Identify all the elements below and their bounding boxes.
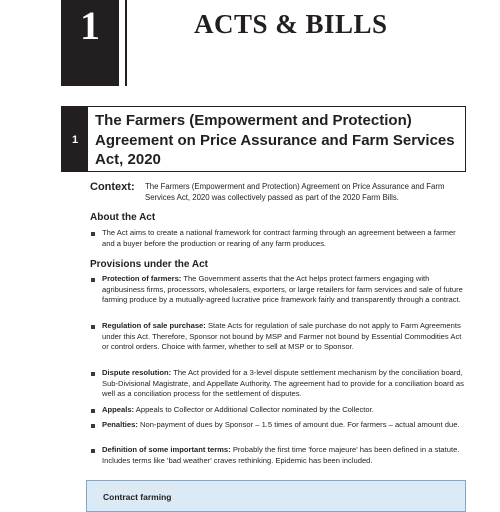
list-item <box>90 420 467 431</box>
list-item <box>90 368 467 400</box>
bullet-term: Protection of farmers: <box>102 274 182 283</box>
bullet-square-icon <box>91 278 95 282</box>
bullet-square-icon <box>91 424 95 428</box>
bullet-text: Appeals to Collector or Additional Collector nominated by the Collector. <box>135 405 374 414</box>
chapter-number-box <box>61 0 119 86</box>
contract-farming-callout <box>86 480 466 512</box>
list-item <box>90 274 467 306</box>
bullet-term: Dispute resolution: <box>102 368 172 377</box>
topic-number-box <box>62 107 88 171</box>
bullet-term: Penalties: <box>102 420 138 429</box>
about-heading: About the Act <box>90 212 156 223</box>
bullet-square-icon <box>91 409 95 413</box>
topic-number: 1 <box>71 134 79 146</box>
topic-header <box>61 106 466 172</box>
bullet-square-icon <box>91 325 95 329</box>
topic-title: The Farmers (Empowerment and Protection) Agreement on Price Assurance and Farm Services Act, 2020 <box>95 112 455 168</box>
bullet-term: Regulation of sale purchase: <box>102 321 206 330</box>
bullet-text: State Acts for regulation of sale purchase do not apply to Farm Agreements under this Act. Therefore, Sponsor not bound by MSP and Farmer not bound by Essential Commodities Act or control orders. Choice with farmer, whether to sell at MSP or to Sponsor. <box>102 321 462 352</box>
callout-title: Contract farming <box>103 492 172 502</box>
bullet-text: The Government asserts that the Act helps protect farmers engaging with agribusiness firms, processors, wholesalers, exporters, or large retailers for farm services and sale of future farming produce by a mutually-agreed lucrative price framework fairly and transparently through a contract. <box>102 274 463 305</box>
list-item <box>90 445 467 466</box>
list-item <box>90 405 467 416</box>
chapter-divider <box>125 0 127 86</box>
list-item <box>90 228 467 249</box>
context-text: The Farmers (Empowerment and Protection) Agreement on Price Assurance and Farm Services Act, 2020 was collectively passed as part of the 2020 Farm Bills. <box>145 182 445 202</box>
bullet-text: Non-payment of dues by Sponsor – 1.5 times of amount due. For farmers – actual amount due. <box>140 420 460 429</box>
bullet-text: The Act provided for a 3-level dispute settlement mechanism by the conciliation board, Sub-Divisional Magistrate, and Appellate Authority. The agreement had to provide for a conciliation board as well as a conciliation process for the settlement of disputes. <box>102 368 464 399</box>
bullet-text: The Act aims to create a national framework for contract farming through an agreement between a farmer and a buyer before the production or rearing of any farm produces. <box>102 228 456 248</box>
bullet-square-icon <box>91 372 95 376</box>
bullet-text: Probably the first time 'force majeure' has been defined in a statute. Includes terms like 'bad weather' craves rethinking. Epidemic has been included. <box>102 445 460 465</box>
list-item <box>90 321 467 353</box>
bullet-term: Appeals: <box>102 405 135 414</box>
bullet-square-icon <box>91 449 95 453</box>
bullet-term: Definition of some important terms: <box>102 445 231 454</box>
provisions-heading: Provisions under the Act <box>90 259 208 270</box>
chapter-number: 1 <box>80 3 100 48</box>
chapter-title: ACTS & BILLS <box>194 9 388 39</box>
bullet-square-icon <box>91 232 95 236</box>
context-label: Context: <box>90 181 135 193</box>
